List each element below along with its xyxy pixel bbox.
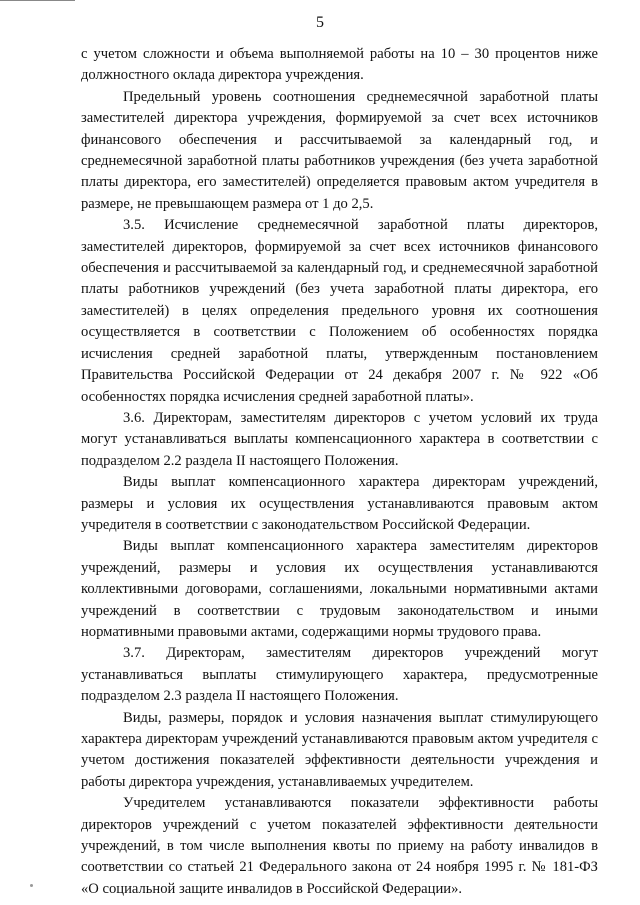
page-number: 5 [316, 14, 324, 31]
paragraph-compensation-deputies: Виды выплат компенсационного характера заместителям директоров учреждений, размеры и условия их осуществления устанавливаются коллективными договорами, соглашениями, локальными нормативными актами учреждений в соответствии с трудовым законодательством и иными нормативными правовыми актами, содержащими нормы трудового права. [81, 538, 598, 640]
top-rule [0, 0, 75, 1]
scan-mark [30, 884, 33, 887]
paragraph-3-6: 3.6. Директорам, заместителям директоров с учетом условий их труда могут устанавливаться выплаты компенсационного характера в соответствии с подразделом 2.2 раздела II настоящего Положения. [81, 409, 598, 469]
paragraph-incentive-types: Виды, размеры, порядок и условия назначения выплат стимулирующего характера директорам учреждений устанавливаются правовым актом учредителя с учетом достижения показателей эффективности деятельности учреждения и работы директора учреждения, устанавливаемых учредителем. [81, 709, 598, 790]
paragraph-3-5: 3.5. Исчисление среднемесячной заработной платы директоров, заместителей директоров, формируемой за счет всех источников финансового обеспечения и рассчитываемой за календарный год, и среднемесячной заработной платы работников учреждений (без учета заработной платы директора, его заместителей) в целях определения предельного уровня их соотношения осуществляется в соответствии с Положением об особенностях порядка исчисления средней заработной платы, утвержденным постановлением Правительства Российской Федерации от 24 декабря 2007 г. № 922 «Об особенностях порядка исчисления средней заработной платы». [81, 217, 598, 405]
paragraph-compensation-directors: Виды выплат компенсационного характера директорам учреждений, размеры и условия их осуществления устанавливаются правовым актом учредителя в соответствии с законодательством Российской Федерации. [81, 474, 598, 533]
document-body [81, 44, 598, 900]
paragraph-ratio-deputies: Предельный уровень соотношения среднемесячной заработной платы заместителей директора учреждения, формируемой за счет всех источников финансового обеспечения и рассчитываемой за календарный год, и среднемесячной заработной платы работников учреждения (без учета заработной платы директора, его заместителей) определяется правовым актом учредителя в размере, не превышающем размера от 1 до 2,5. [81, 88, 598, 212]
paragraph-performance-indicators: Учредителем устанавливаются показатели эффективности работы директоров учреждений с учетом показателей эффективности деятельности учреждений, в том числе выполнения квоты по приему на работу инвалидов в соответствии со статьей 21 Федерального закона от 24 ноября 1995 г. № 181-ФЗ «О социальной защите инвалидов в Российской Федерации». [81, 795, 598, 897]
paragraph-3-7: 3.7. Директорам, заместителям директоров учреждений могут устанавливаться выплаты стимулирующего характера, предусмотренные подразделом 2.3 раздела II настоящего Положения. [81, 645, 598, 705]
paragraph-continuation: с учетом сложности и объема выполняемой работы на 10 – 30 процентов ниже должностного оклада директора учреждения. [81, 46, 598, 84]
